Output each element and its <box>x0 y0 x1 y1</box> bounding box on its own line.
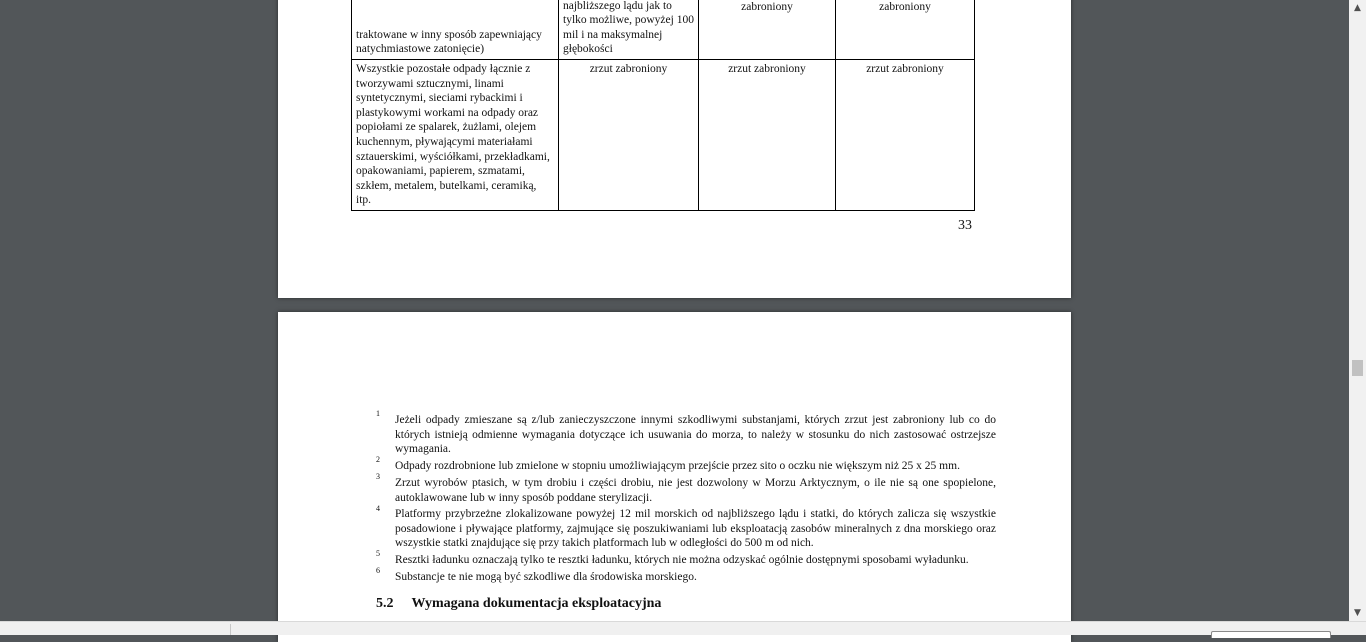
table-cell: traktowane w inny sposób zapewniający natychmiastowe zatonięcie) <box>352 0 559 60</box>
scrollbar-thumb[interactable] <box>1352 360 1363 376</box>
footnote-number: 5 <box>376 549 380 558</box>
scroll-up-icon[interactable]: ▲ <box>1354 3 1361 13</box>
vertical-scrollbar[interactable] <box>1349 0 1366 622</box>
footnote-number: 4 <box>376 504 380 513</box>
footnote-number: 3 <box>376 472 380 481</box>
document-page-33 <box>278 0 1071 298</box>
document-page-34 <box>278 312 1071 642</box>
footnote-text: Zrzut wyrobów ptasich, w tym drobiu i części drobiu, nie jest dozwolony w Morzu Arktycznym, o ile nie są one spopielone, autoklawowane lub w inny sposób poddane sterylizacji. <box>395 477 996 504</box>
footnote-text: Platformy przybrzeżne zlokalizowane powyżej 12 mil morskich od najbliższego lądu i statki, do których zalicza się wszystkie posadowione i pływające platformy, zajmujące się poszukiwaniami lub eksploatacją zasobów mineralnych z dna morskiego oraz wszystkie statki znajdujące się przy takich platformach lub w odległości do 500 m od nich. <box>395 508 996 550</box>
waste-discharge-table <box>351 0 975 211</box>
footnote-text: Jeżeli odpady zmieszane są z/lub zanieczyszczone innymi szkodliwymi substanjami, których zrzut jest zabroniony lub co do których istnieją odmienne wymagania dotyczące ich usuwania do morza, to należy w stosunku do nich zastosować ostrzejsze wymagania. <box>395 414 996 456</box>
footnote-number: 2 <box>376 455 380 464</box>
footnote-text: Odpady rozdrobnione lub zmielone w stopniu umożliwiającym przejście przez sito o oczku nie większym niż 25 x 25 mm. <box>395 460 960 472</box>
table-cell: najbliższego lądu jak to tylko możliwe, powyżej 100 mil i na maksymalnej głębokości <box>559 0 699 60</box>
table-cell: zrzut zabroniony <box>699 60 836 211</box>
table-cell: zabroniony <box>699 0 836 60</box>
status-divider <box>230 624 231 635</box>
footnote-text: Resztki ładunku oznaczają tylko te resztki ładunku, których nie można odzyskać ogólnie dostępnymi sposobami wyładunku. <box>395 554 969 566</box>
table-row <box>352 60 975 211</box>
scroll-down-icon[interactable]: ▼ <box>1354 608 1361 618</box>
table-cell: zrzut zabroniony <box>836 60 975 211</box>
section-title: Wymagana dokumentacja eksploatacyjna <box>411 596 662 611</box>
footnote-text: Substancje te nie mogą być szkodliwe dla środowiska morskiego. <box>395 571 697 583</box>
status-bar <box>0 621 1366 635</box>
section-heading <box>376 596 661 612</box>
footnote-number: 1 <box>376 409 380 418</box>
section-number: 5.2 <box>376 596 394 611</box>
table-cell: Wszystkie pozostałe odpady łącznie z tworzywami sztucznymi, linami syntetycznymi, sieciami rybackimi i plastykowymi workami na odpady oraz popiołami ze spalarek, żużlami, olejem kuchennym, pływającymi materiałami sztauerskimi, wyściółkami, przekładkami, opakowaniami, papierem, szmatami, szkłem, metalem, butelkami, ceramiką, itp. <box>352 60 559 211</box>
footnote-number: 6 <box>376 566 380 575</box>
table-row <box>352 0 975 60</box>
table-cell: zrzut zabroniony <box>559 60 699 211</box>
page-number: 33 <box>958 218 972 233</box>
table-cell: zabroniony <box>836 0 975 60</box>
